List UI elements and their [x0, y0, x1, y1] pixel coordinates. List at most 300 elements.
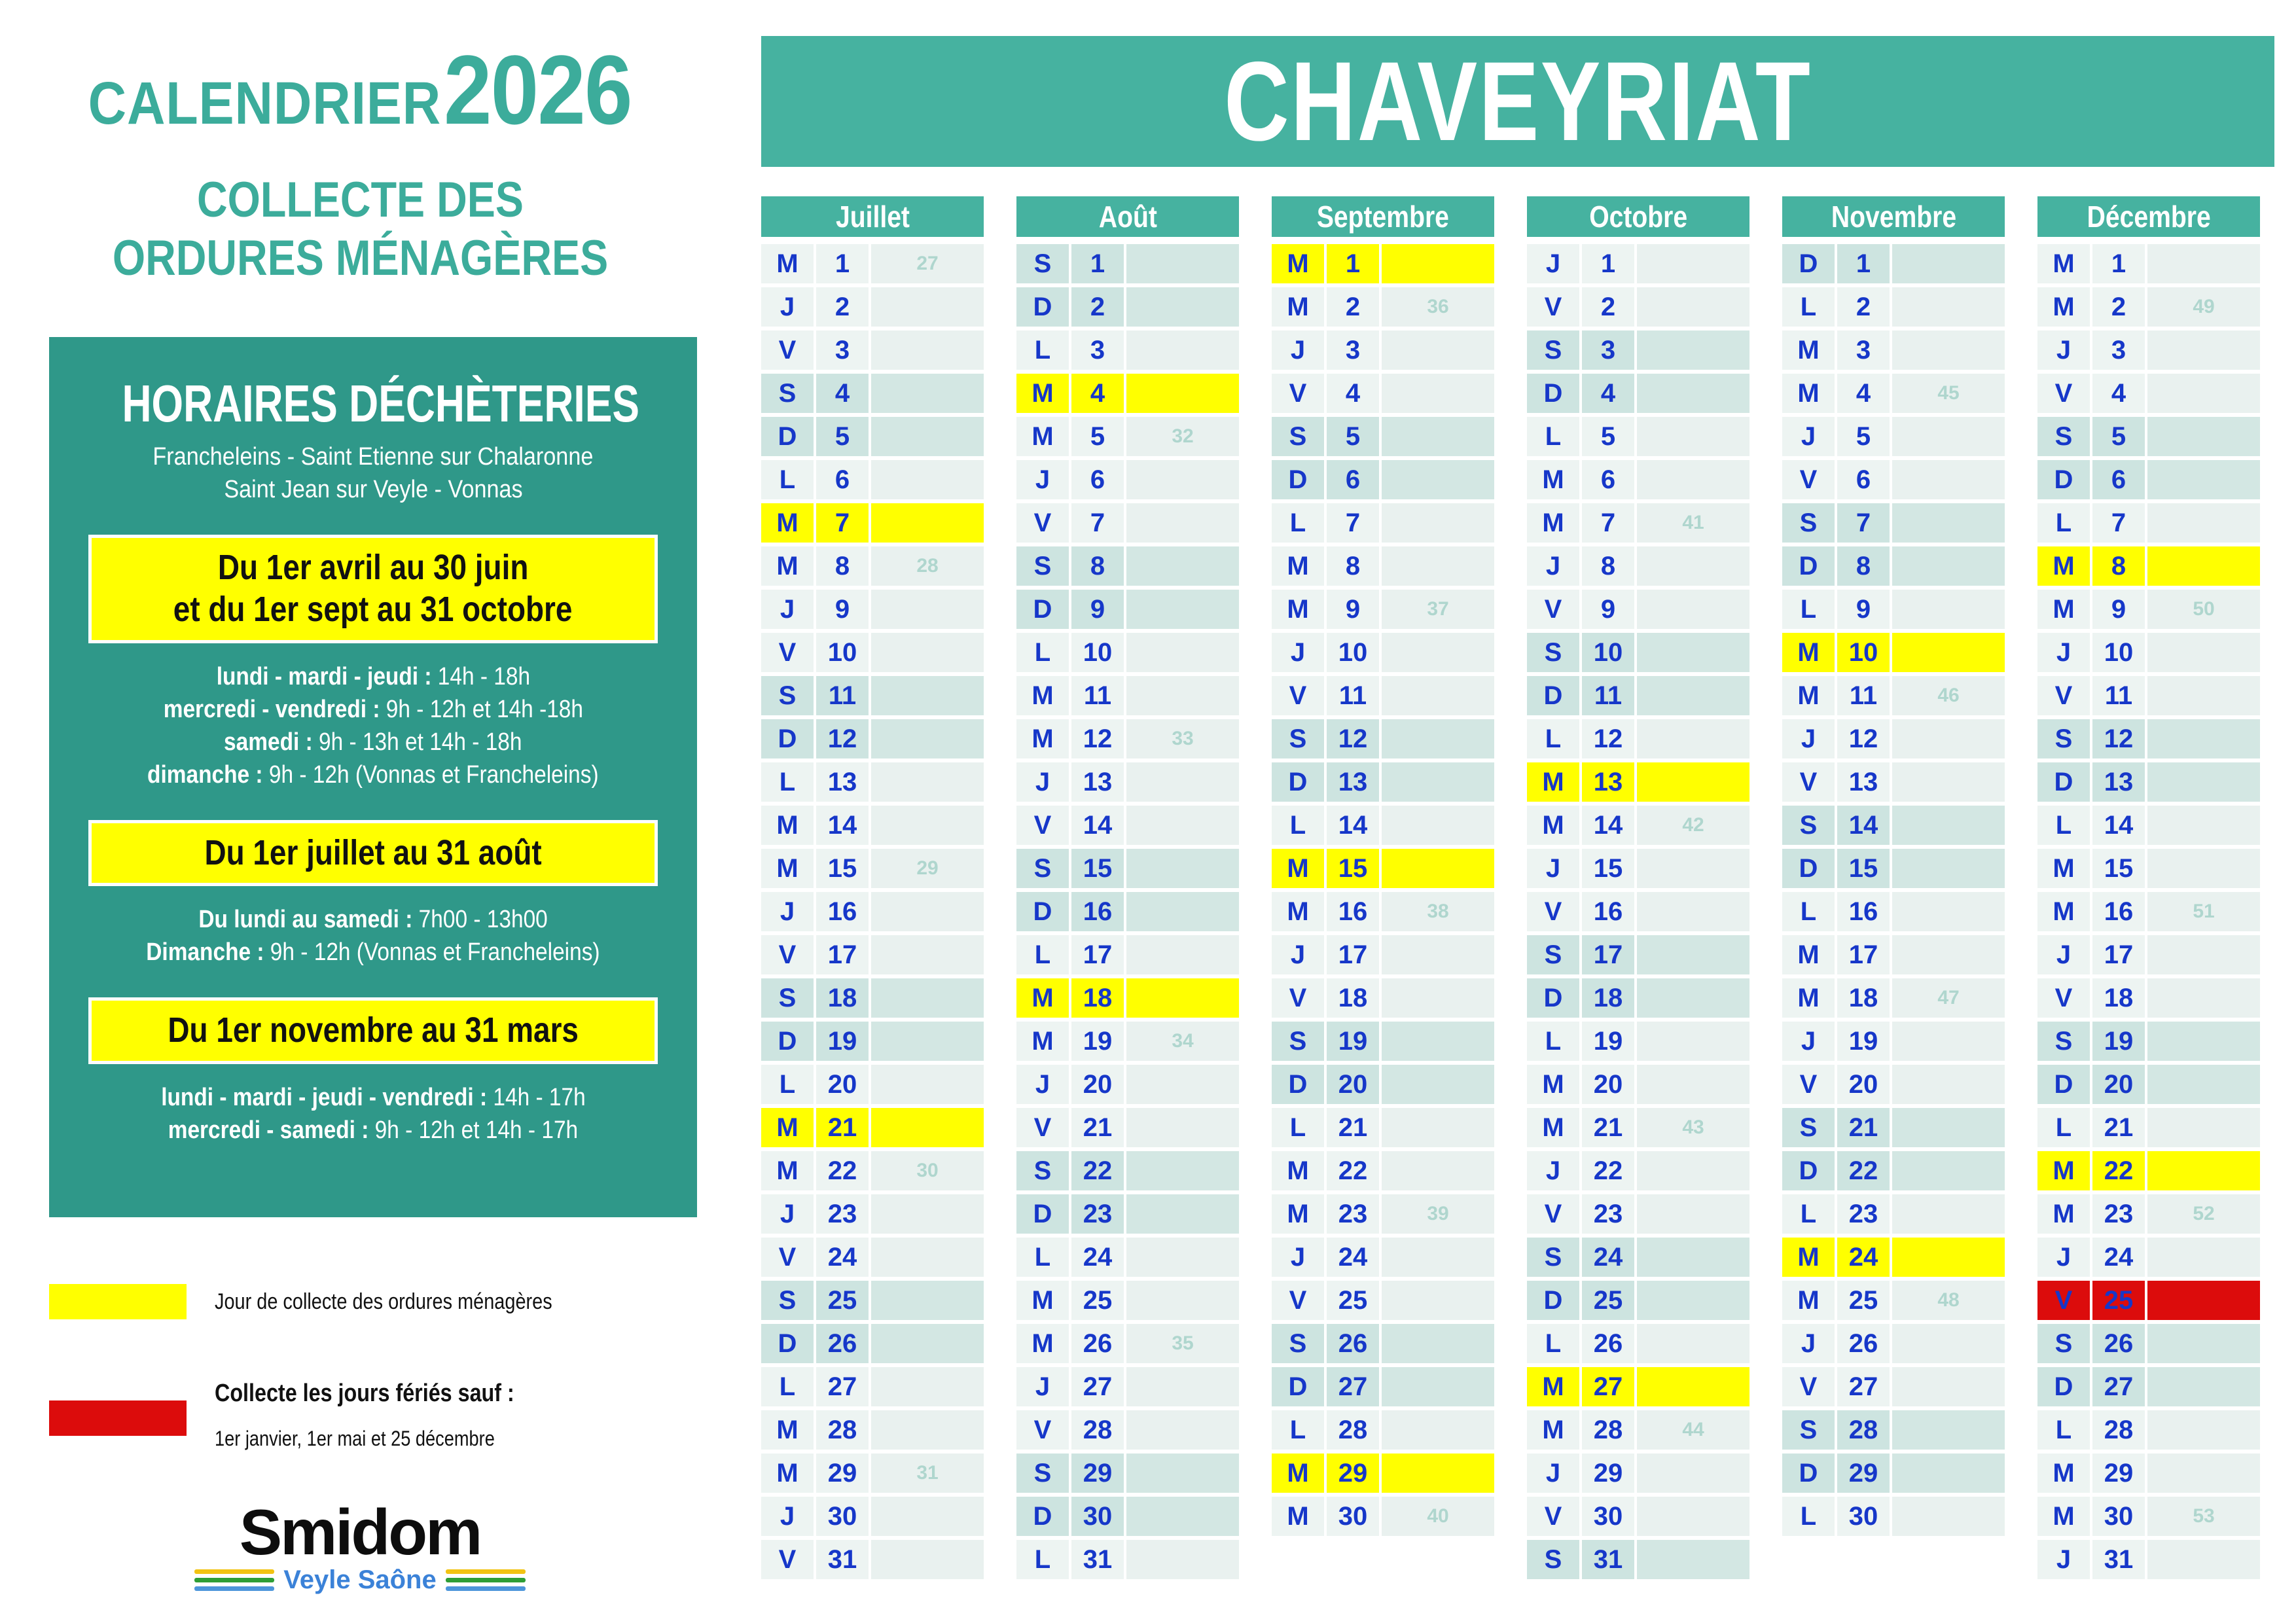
day-number: 14 — [1071, 806, 1124, 845]
day-row — [1016, 1238, 1239, 1277]
week-number — [1126, 1497, 1239, 1536]
day-row — [1272, 1454, 1494, 1493]
week-number — [1892, 1454, 2005, 1493]
page-title — [0, 35, 720, 145]
day-row — [761, 978, 984, 1018]
week-number — [871, 1324, 984, 1363]
day-letter: M — [1527, 1367, 1579, 1406]
week-number — [1637, 244, 1749, 283]
week-number — [1126, 1367, 1239, 1406]
day-row — [1272, 1281, 1494, 1320]
day-number: 28 — [1582, 1410, 1634, 1450]
day-letter: M — [1272, 287, 1324, 327]
day-letter: S — [1016, 849, 1069, 888]
week-number — [2147, 849, 2260, 888]
day-row — [1272, 978, 1494, 1018]
day-row — [1782, 1281, 2005, 1320]
week-number — [871, 460, 984, 499]
locations-text2: Saint Jean sur Veyle - Vonnas — [223, 476, 523, 504]
day-number: 15 — [1837, 849, 1890, 888]
day-letter: D — [2037, 1065, 2090, 1104]
week-number — [871, 1108, 984, 1147]
week-number — [1382, 676, 1494, 715]
day-row — [1782, 1194, 2005, 1234]
week-number — [1892, 935, 2005, 974]
day-letter: V — [1272, 676, 1324, 715]
week-number — [2147, 1540, 2260, 1579]
day-number: 23 — [1582, 1194, 1634, 1234]
day-number: 1 — [1071, 244, 1124, 283]
week-number — [1637, 1281, 1749, 1320]
week-number — [1637, 374, 1749, 413]
week-number — [2147, 1367, 2260, 1406]
day-row — [1527, 244, 1749, 283]
day-row — [1016, 676, 1239, 715]
day-row — [1272, 244, 1494, 283]
week-number — [1382, 935, 1494, 974]
day-letter: D — [2037, 762, 2090, 802]
week-number — [2147, 676, 2260, 715]
day-number: 17 — [2092, 935, 2145, 974]
day-row — [1782, 1151, 2005, 1190]
day-row — [1782, 1238, 2005, 1277]
day-letter: M — [1016, 719, 1069, 758]
day-number: 13 — [2092, 762, 2145, 802]
day-number: 8 — [1327, 546, 1379, 586]
day-number: 10 — [1837, 633, 1890, 672]
day-number: 1 — [1837, 244, 1890, 283]
week-number: 27 — [871, 244, 984, 283]
day-number: 25 — [816, 1281, 869, 1320]
week-number — [871, 1497, 984, 1536]
page-subtitle — [0, 171, 720, 288]
day-letter: L — [1272, 806, 1324, 845]
day-letter: D — [1272, 1065, 1324, 1104]
day-row — [1272, 676, 1494, 715]
day-letter: M — [1782, 633, 1835, 672]
day-letter: D — [1272, 460, 1324, 499]
week-number — [871, 1410, 984, 1450]
day-number: 1 — [816, 244, 869, 283]
schedule-line — [49, 660, 697, 693]
day-row — [761, 762, 984, 802]
day-letter: S — [1782, 1108, 1835, 1147]
day-letter: M — [1272, 590, 1324, 629]
day-row — [1527, 1022, 1749, 1061]
day-number: 28 — [1071, 1410, 1124, 1450]
day-row — [1272, 503, 1494, 543]
week-number — [1637, 1194, 1749, 1234]
week-number — [1637, 1324, 1749, 1363]
day-number: 19 — [816, 1022, 869, 1061]
day-row — [1016, 978, 1239, 1018]
week-number — [1382, 1281, 1494, 1320]
day-letter: L — [1272, 503, 1324, 543]
month-column — [1016, 196, 1239, 1583]
day-row — [1016, 762, 1239, 802]
day-row — [1016, 417, 1239, 456]
week-number — [2147, 1022, 2260, 1061]
day-letter: M — [1272, 244, 1324, 283]
day-number: 17 — [1071, 935, 1124, 974]
day-number: 17 — [1582, 935, 1634, 974]
week-number — [2147, 1108, 2260, 1147]
day-number: 9 — [1071, 590, 1124, 629]
day-number: 19 — [1582, 1022, 1634, 1061]
day-row — [2037, 590, 2260, 629]
day-letter: J — [1016, 1367, 1069, 1406]
day-row — [761, 1238, 984, 1277]
day-number: 10 — [2092, 633, 2145, 672]
day-row — [1782, 806, 2005, 845]
day-row — [2037, 503, 2260, 543]
week-number — [1892, 1238, 2005, 1277]
day-row — [1272, 935, 1494, 974]
day-letter: J — [761, 287, 814, 327]
month-column — [1272, 196, 1494, 1583]
day-number: 18 — [1837, 978, 1890, 1018]
day-row — [1782, 1454, 2005, 1493]
day-letter: M — [1016, 1324, 1069, 1363]
day-letter: J — [1527, 244, 1579, 283]
period-band-text: Du 1er avril au 30 juin — [217, 548, 529, 588]
schedule-line — [49, 758, 697, 791]
day-number: 13 — [1071, 762, 1124, 802]
day-number: 16 — [2092, 892, 2145, 931]
day-letter: V — [1272, 1281, 1324, 1320]
day-row — [1782, 546, 2005, 586]
day-number: 13 — [816, 762, 869, 802]
day-letter: M — [761, 546, 814, 586]
week-number — [2147, 1065, 2260, 1104]
day-number: 9 — [2092, 590, 2145, 629]
day-letter: S — [1527, 1540, 1579, 1579]
week-number — [2147, 244, 2260, 283]
day-letter: M — [1782, 1238, 1835, 1277]
day-row — [1527, 1065, 1749, 1104]
day-number: 13 — [1837, 762, 1890, 802]
week-number — [1382, 244, 1494, 283]
week-number — [871, 1194, 984, 1234]
day-number: 8 — [816, 546, 869, 586]
month-name: Novembre — [1831, 200, 1956, 234]
day-letter: M — [761, 1454, 814, 1493]
day-row — [1272, 1194, 1494, 1234]
day-number: 29 — [1071, 1454, 1124, 1493]
day-letter: S — [1016, 546, 1069, 586]
day-letter: M — [1527, 1065, 1579, 1104]
week-number — [1892, 1151, 2005, 1190]
day-letter: S — [2037, 719, 2090, 758]
day-number: 7 — [2092, 503, 2145, 543]
day-row — [2037, 244, 2260, 283]
day-letter: D — [1527, 1281, 1579, 1320]
week-number — [1382, 1367, 1494, 1406]
day-row — [1527, 1281, 1749, 1320]
day-row — [761, 1065, 984, 1104]
day-number: 10 — [1071, 633, 1124, 672]
week-number: 47 — [1892, 978, 2005, 1018]
week-number: 53 — [2147, 1497, 2260, 1536]
week-number — [1382, 1108, 1494, 1147]
day-row — [2037, 374, 2260, 413]
week-number — [1892, 1022, 2005, 1061]
day-letter: D — [1016, 892, 1069, 931]
day-row — [2037, 633, 2260, 672]
week-number — [2147, 1281, 2260, 1320]
schedule-line — [49, 903, 697, 936]
day-row — [761, 287, 984, 327]
week-number — [1637, 849, 1749, 888]
day-letter: M — [1527, 1108, 1579, 1147]
week-number — [1382, 417, 1494, 456]
day-row — [1782, 1065, 2005, 1104]
day-number: 12 — [1327, 719, 1379, 758]
day-number: 12 — [1071, 719, 1124, 758]
day-row — [1782, 633, 2005, 672]
week-number — [1126, 1410, 1239, 1450]
day-number: 25 — [1071, 1281, 1124, 1320]
day-letter: V — [1782, 460, 1835, 499]
day-row — [1527, 762, 1749, 802]
day-letter: M — [761, 1410, 814, 1450]
legend-red-swatch — [49, 1400, 187, 1436]
day-letter: J — [1272, 330, 1324, 370]
day-row — [761, 719, 984, 758]
week-number — [1892, 1108, 2005, 1147]
day-row — [2037, 1238, 2260, 1277]
period-band-text: Du 1er novembre au 31 mars — [168, 1010, 579, 1050]
day-number: 2 — [1327, 287, 1379, 327]
day-row — [1527, 460, 1749, 499]
day-letter: M — [1527, 460, 1579, 499]
day-number: 21 — [816, 1108, 869, 1147]
week-number — [1892, 546, 2005, 586]
day-letter: L — [1782, 590, 1835, 629]
day-row — [1272, 1367, 1494, 1406]
day-number: 3 — [1582, 330, 1634, 370]
day-number: 3 — [2092, 330, 2145, 370]
day-number: 26 — [1327, 1324, 1379, 1363]
week-number — [1892, 892, 2005, 931]
day-row — [2037, 1281, 2260, 1320]
day-letter: M — [761, 1108, 814, 1147]
week-number: 28 — [871, 546, 984, 586]
day-row — [2037, 1410, 2260, 1450]
day-letter: S — [761, 374, 814, 413]
day-letter: M — [1272, 546, 1324, 586]
week-number — [1892, 719, 2005, 758]
day-number: 14 — [2092, 806, 2145, 845]
smidom-logo — [0, 1496, 720, 1595]
day-letter: M — [1016, 374, 1069, 413]
day-letter: L — [1272, 1410, 1324, 1450]
day-number: 2 — [2092, 287, 2145, 327]
day-number: 17 — [1837, 935, 1890, 974]
commune-banner — [761, 36, 2274, 167]
day-number: 11 — [2092, 676, 2145, 715]
week-number — [871, 1281, 984, 1320]
day-number: 4 — [1582, 374, 1634, 413]
schedule-line — [49, 1081, 697, 1114]
day-letter: L — [761, 460, 814, 499]
week-number — [1126, 503, 1239, 543]
day-row — [1527, 1410, 1749, 1450]
day-row — [761, 633, 984, 672]
schedule-line-text — [168, 1114, 578, 1147]
day-letter: M — [1782, 1281, 1835, 1320]
day-row — [761, 1367, 984, 1406]
day-row — [1016, 1281, 1239, 1320]
week-number — [2147, 762, 2260, 802]
day-number: 22 — [1071, 1151, 1124, 1190]
logo-stripes-left-icon — [194, 1569, 274, 1591]
period-band-line — [92, 1010, 655, 1052]
day-letter: S — [1016, 244, 1069, 283]
week-number — [1382, 503, 1494, 543]
day-number: 26 — [1071, 1324, 1124, 1363]
logo-stripes-right-icon — [446, 1569, 526, 1591]
week-number — [1637, 978, 1749, 1018]
week-number: 52 — [2147, 1194, 2260, 1234]
week-number — [1892, 1324, 2005, 1363]
day-number: 5 — [2092, 417, 2145, 456]
day-letter: J — [1272, 1238, 1324, 1277]
day-letter: M — [2037, 244, 2090, 283]
day-number: 29 — [2092, 1454, 2145, 1493]
day-number: 31 — [1071, 1540, 1124, 1579]
day-row — [761, 374, 984, 413]
day-row — [1272, 1151, 1494, 1190]
week-number — [1637, 287, 1749, 327]
week-number — [1637, 633, 1749, 672]
day-number: 30 — [1837, 1497, 1890, 1536]
day-letter: D — [761, 719, 814, 758]
week-number — [2147, 1238, 2260, 1277]
week-number — [1126, 1065, 1239, 1104]
day-letter: L — [1016, 1238, 1069, 1277]
day-row — [1016, 1367, 1239, 1406]
day-row — [1527, 849, 1749, 888]
week-number: 41 — [1637, 503, 1749, 543]
day-row — [1782, 978, 2005, 1018]
day-row — [1782, 1324, 2005, 1363]
week-number — [871, 417, 984, 456]
period-band-text: Du 1er juillet au 31 août — [204, 832, 542, 872]
schedule-line-text — [198, 903, 547, 936]
day-number: 23 — [1327, 1194, 1379, 1234]
week-number — [1382, 633, 1494, 672]
day-number: 1 — [1327, 244, 1379, 283]
week-number — [1126, 978, 1239, 1018]
day-number: 11 — [1071, 676, 1124, 715]
day-letter: D — [1016, 287, 1069, 327]
schedule-hours-value: 9h - 12h et 14h - 17h — [368, 1116, 579, 1145]
day-number: 3 — [816, 330, 869, 370]
day-letter: M — [1016, 417, 1069, 456]
week-number: 30 — [871, 1151, 984, 1190]
week-number — [1126, 590, 1239, 629]
day-number: 26 — [816, 1324, 869, 1363]
week-number — [2147, 460, 2260, 499]
day-number: 16 — [816, 892, 869, 931]
day-letter: L — [1782, 1194, 1835, 1234]
day-row — [2037, 849, 2260, 888]
week-number — [1382, 460, 1494, 499]
day-row — [2037, 978, 2260, 1018]
locations-line1 — [49, 440, 697, 473]
day-row — [2037, 1367, 2260, 1406]
week-number — [871, 762, 984, 802]
day-letter: J — [1016, 762, 1069, 802]
week-number — [1637, 1151, 1749, 1190]
day-row — [1016, 287, 1239, 327]
day-row — [1782, 417, 2005, 456]
day-number: 30 — [2092, 1497, 2145, 1536]
schedule-line — [49, 726, 697, 758]
day-row — [2037, 287, 2260, 327]
day-row — [1016, 244, 1239, 283]
month-name: Octobre — [1589, 200, 1687, 234]
week-number — [1382, 1324, 1494, 1363]
week-number — [2147, 633, 2260, 672]
commune-name: CHAVEYRIAT — [1223, 39, 1812, 164]
day-row — [1782, 1410, 2005, 1450]
month-name: Septembre — [1316, 200, 1450, 234]
week-number: 49 — [2147, 287, 2260, 327]
periods-container — [49, 535, 697, 1147]
day-letter: V — [761, 330, 814, 370]
day-letter: S — [1272, 417, 1324, 456]
day-number: 25 — [1327, 1281, 1379, 1320]
day-letter: V — [1272, 978, 1324, 1018]
day-number: 10 — [1327, 633, 1379, 672]
day-row — [2037, 1497, 2260, 1536]
day-number: 9 — [1582, 590, 1634, 629]
day-letter: L — [2037, 503, 2090, 543]
day-number: 4 — [1837, 374, 1890, 413]
day-number: 7 — [816, 503, 869, 543]
day-letter: M — [1782, 935, 1835, 974]
week-number — [1382, 1022, 1494, 1061]
legend-yellow-label — [215, 1289, 612, 1315]
day-number: 2 — [1071, 287, 1124, 327]
day-number: 24 — [1582, 1238, 1634, 1277]
day-letter: M — [1272, 849, 1324, 888]
day-letter: M — [1782, 978, 1835, 1018]
week-number — [1382, 719, 1494, 758]
week-number — [1892, 287, 2005, 327]
day-number: 20 — [816, 1065, 869, 1104]
day-row — [1272, 892, 1494, 931]
week-number — [1892, 503, 2005, 543]
week-number — [1126, 546, 1239, 586]
week-number — [1637, 935, 1749, 974]
day-number: 11 — [1327, 676, 1379, 715]
week-number — [1637, 460, 1749, 499]
week-number — [1637, 1022, 1749, 1061]
page-subtitle-line2 — [0, 230, 720, 288]
day-number: 31 — [1582, 1540, 1634, 1579]
day-letter: L — [1016, 633, 1069, 672]
week-number — [1892, 762, 2005, 802]
day-number: 1 — [2092, 244, 2145, 283]
locations-text1: Francheleins - Saint Etienne sur Chalaronne — [152, 443, 594, 471]
day-number: 8 — [1071, 546, 1124, 586]
day-row — [2037, 1324, 2260, 1363]
week-number — [1382, 1151, 1494, 1190]
day-letter: V — [1527, 287, 1579, 327]
